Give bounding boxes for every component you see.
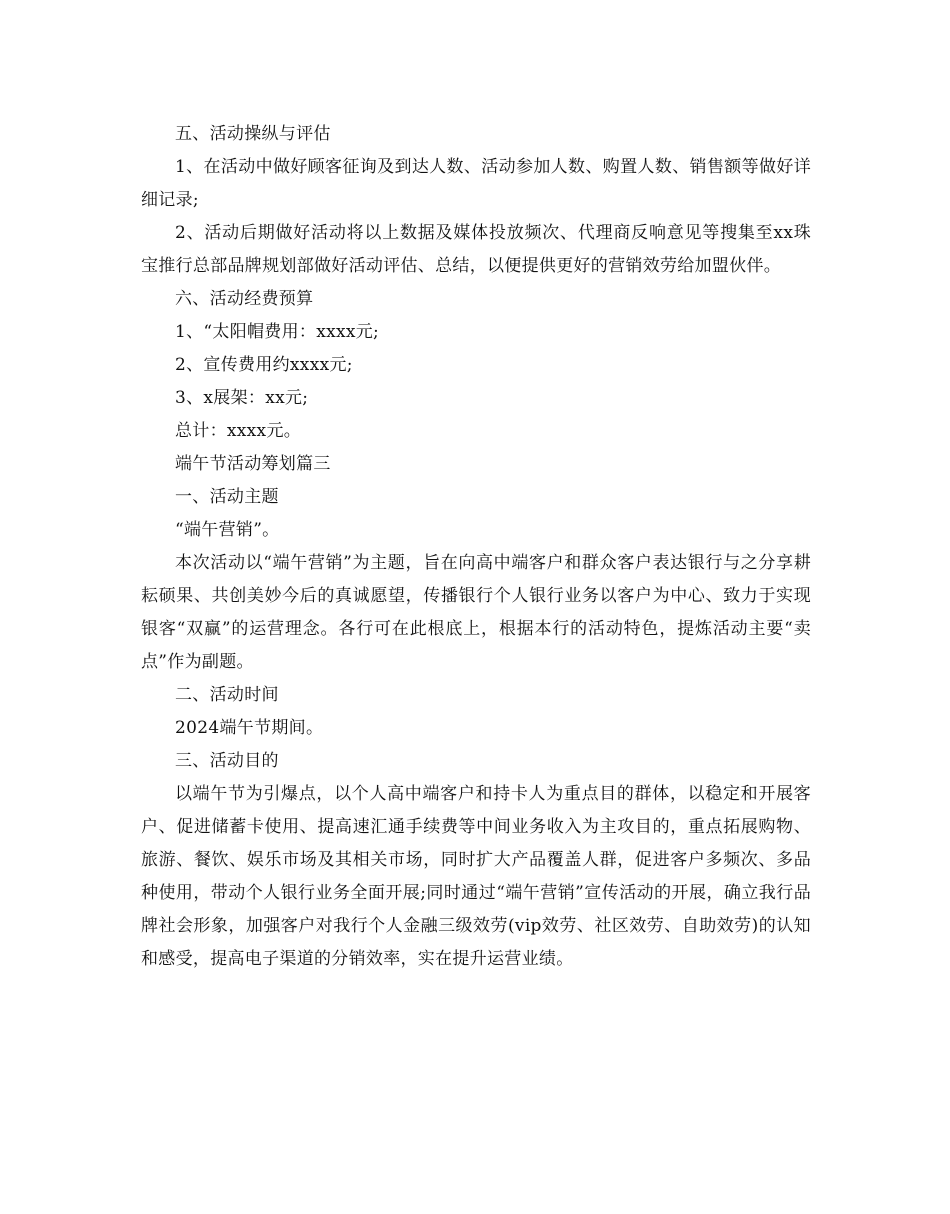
paragraph: “端午营销”。 (175, 520, 280, 540)
paragraph: 本次活动以“端午营销”为主题，旨在向高中端客户和群众客户表达银行与之分享耕耘硕果、共创美妙今后的真诚愿望，传播银行个人银行业务以客户为中心、致力于实现银客“双赢”的运营理念。各行可在此根底上，根据本行的活动特色，提炼活动主要“卖点”作为副题。 (141, 553, 811, 672)
paragraph: 2024端午节期间。 (175, 718, 324, 738)
list-item: 3、x展架：xx元; (175, 388, 309, 408)
section-heading: 六、活动经费预算 (175, 289, 314, 309)
section-heading: 五、活动操纵与评估 (175, 124, 331, 144)
paragraph: 以端午节为引爆点，以个人高中端客户和持卡人为重点目的群体，以稳定和开展客户、促进储蓄卡使用、提高速汇通手续费等中间业务收入为主攻目的，重点拓展购物、旅游、餐饮、娱乐市场及其相关市场，同时扩大产品覆盖人群，促进客户多频次、多品种使用，带动个人银行业务全面开展;同时通过“端午营销”宣传活动的开展，确立我行品牌社会形象，加强客户对我行个人金融三级效劳(vip效劳、社区效劳、自助效劳)的认知和感受，提高电子渠道的分销效率，实在提升运营业绩。 (141, 784, 811, 969)
section-heading: 二、活动时间 (175, 685, 279, 705)
article-title: 端午节活动筹划篇三 (175, 454, 331, 474)
total-line: 总计：xxxx元。 (175, 421, 302, 441)
section-heading: 三、活动目的 (175, 751, 279, 771)
document-body (141, 118, 811, 976)
list-item: 2、宣传费用约xxxx元; (175, 355, 353, 375)
list-item: 1、“太阳帽费用：xxxx元; (175, 322, 380, 342)
paragraph: 2、活动后期做好活动将以上数据及媒体投放频次、代理商反响意见等搜集至xx珠宝推行总部品牌规划部做好活动评估、总结，以便提供更好的营销效劳给加盟伙伴。 (141, 223, 811, 276)
section-heading: 一、活动主题 (175, 487, 279, 507)
paragraph: 1、在活动中做好顾客征询及到达人数、活动参加人数、购置人数、销售额等做好详细记录; (141, 157, 811, 210)
